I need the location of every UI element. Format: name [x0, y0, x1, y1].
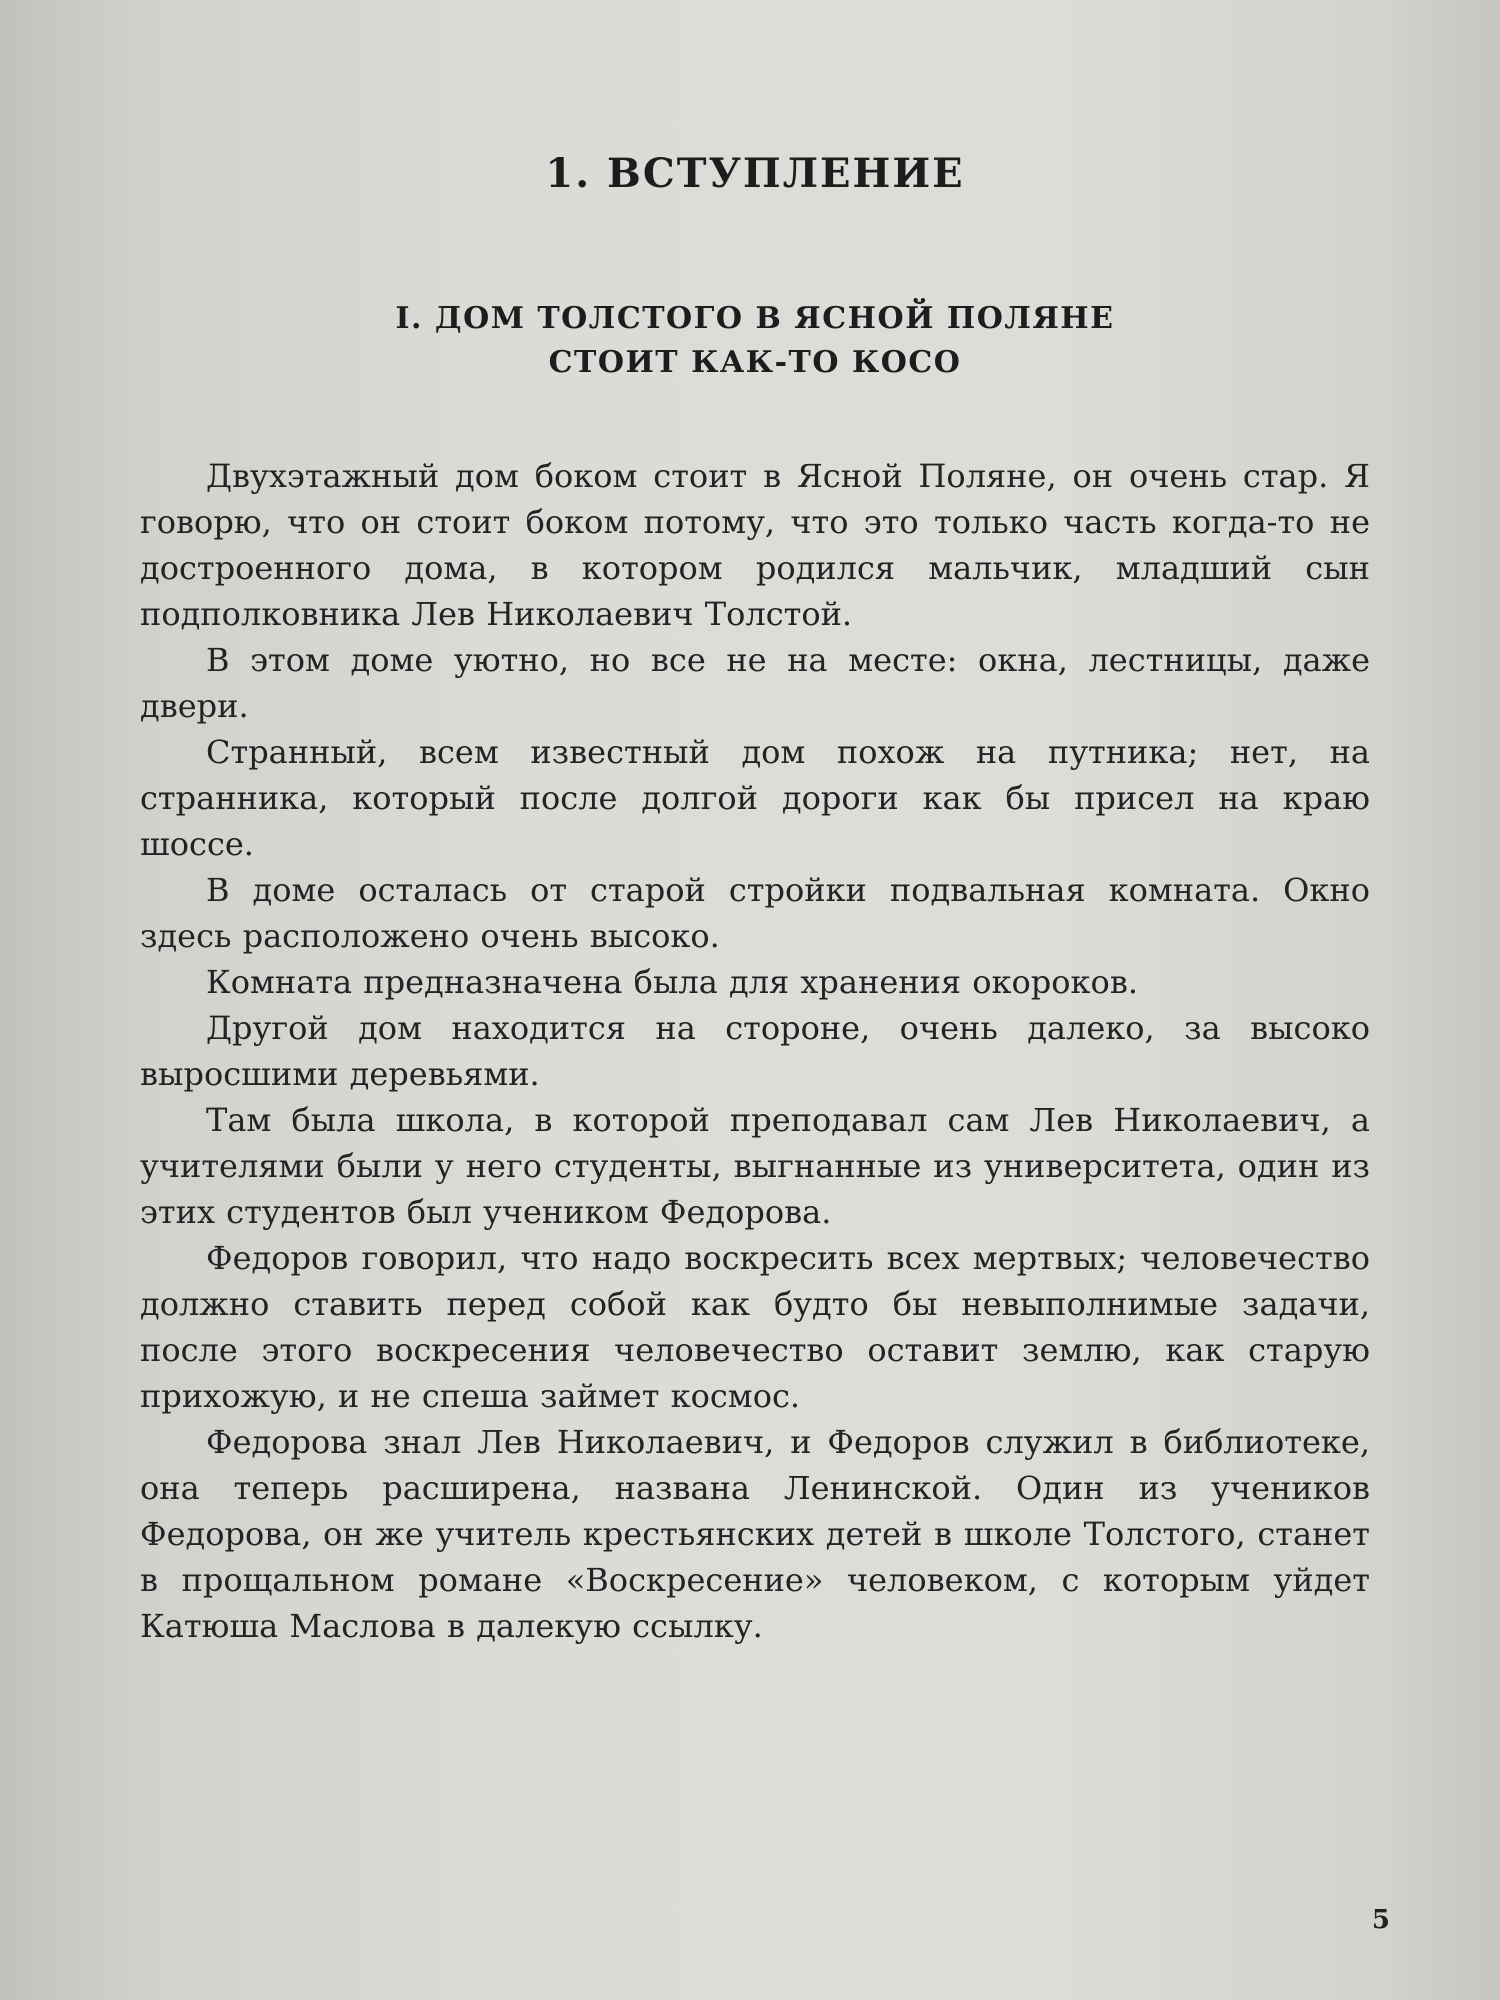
paragraph: Федорова знал Лев Николаевич, и Федоров служил в библиотеке, она теперь расширена, названа Ленинской. Один из учеников Федорова, он же учитель крестьянских детей в школе Толстого, станет в прощальном романе «Воскресение» человеком, с которым уйдет Катюша Маслова в далекую ссылку. [140, 1423, 1370, 1645]
paragraph: Там была школа, в которой преподавал сам Лев Николаевич, а учителями были у него студенты, выгнанные из университета, один из этих студентов был учеником Федорова. [140, 1101, 1370, 1231]
paragraph: Другой дом находится на стороне, очень далеко, за высоко выросшими деревьями. [140, 1009, 1370, 1093]
paragraph: Комната предназначена была для хранения окороков. [206, 963, 1138, 1001]
paragraph: В доме осталась от старой стройки подвальная комната. Окно здесь расположено очень высоко. [140, 871, 1370, 955]
section-title [140, 297, 1370, 385]
body-text [140, 453, 1370, 1649]
paragraph: Двухэтажный дом боком стоит в Ясной Поляне, он очень стар. Я говорю, что он стоит боком потому, что это только часть когда-то не достроенного дома, в котором родился мальчик, младший сын подполковника Лев Николаевич Толстой. [140, 457, 1370, 633]
section-title-line-1: I. ДОМ ТОЛСТОГО В ЯСНОЙ ПОЛЯНЕ [395, 301, 1115, 336]
paragraph: Странный, всем известный дом похож на путника; нет, на странника, который после долгой дороги как бы присел на краю шоссе. [140, 733, 1370, 863]
paragraph: В этом доме уютно, но все не на месте: окна, лестницы, даже двери. [140, 641, 1370, 725]
text-area [140, 140, 1370, 1649]
section-title-line-2: СТОИТ КАК-ТО КОСО [548, 345, 962, 380]
page-number: 5 [1371, 1905, 1390, 1935]
paragraph: Федоров говорил, что надо воскресить всех мертвых; человечество должно ставить перед собой как будто бы невыполнимые задачи, после этого воскресения человечество оставит землю, как старую прихожую, и не спеша займет космос. [140, 1239, 1370, 1415]
chapter-title: 1. ВСТУПЛЕНИЕ [545, 150, 965, 197]
